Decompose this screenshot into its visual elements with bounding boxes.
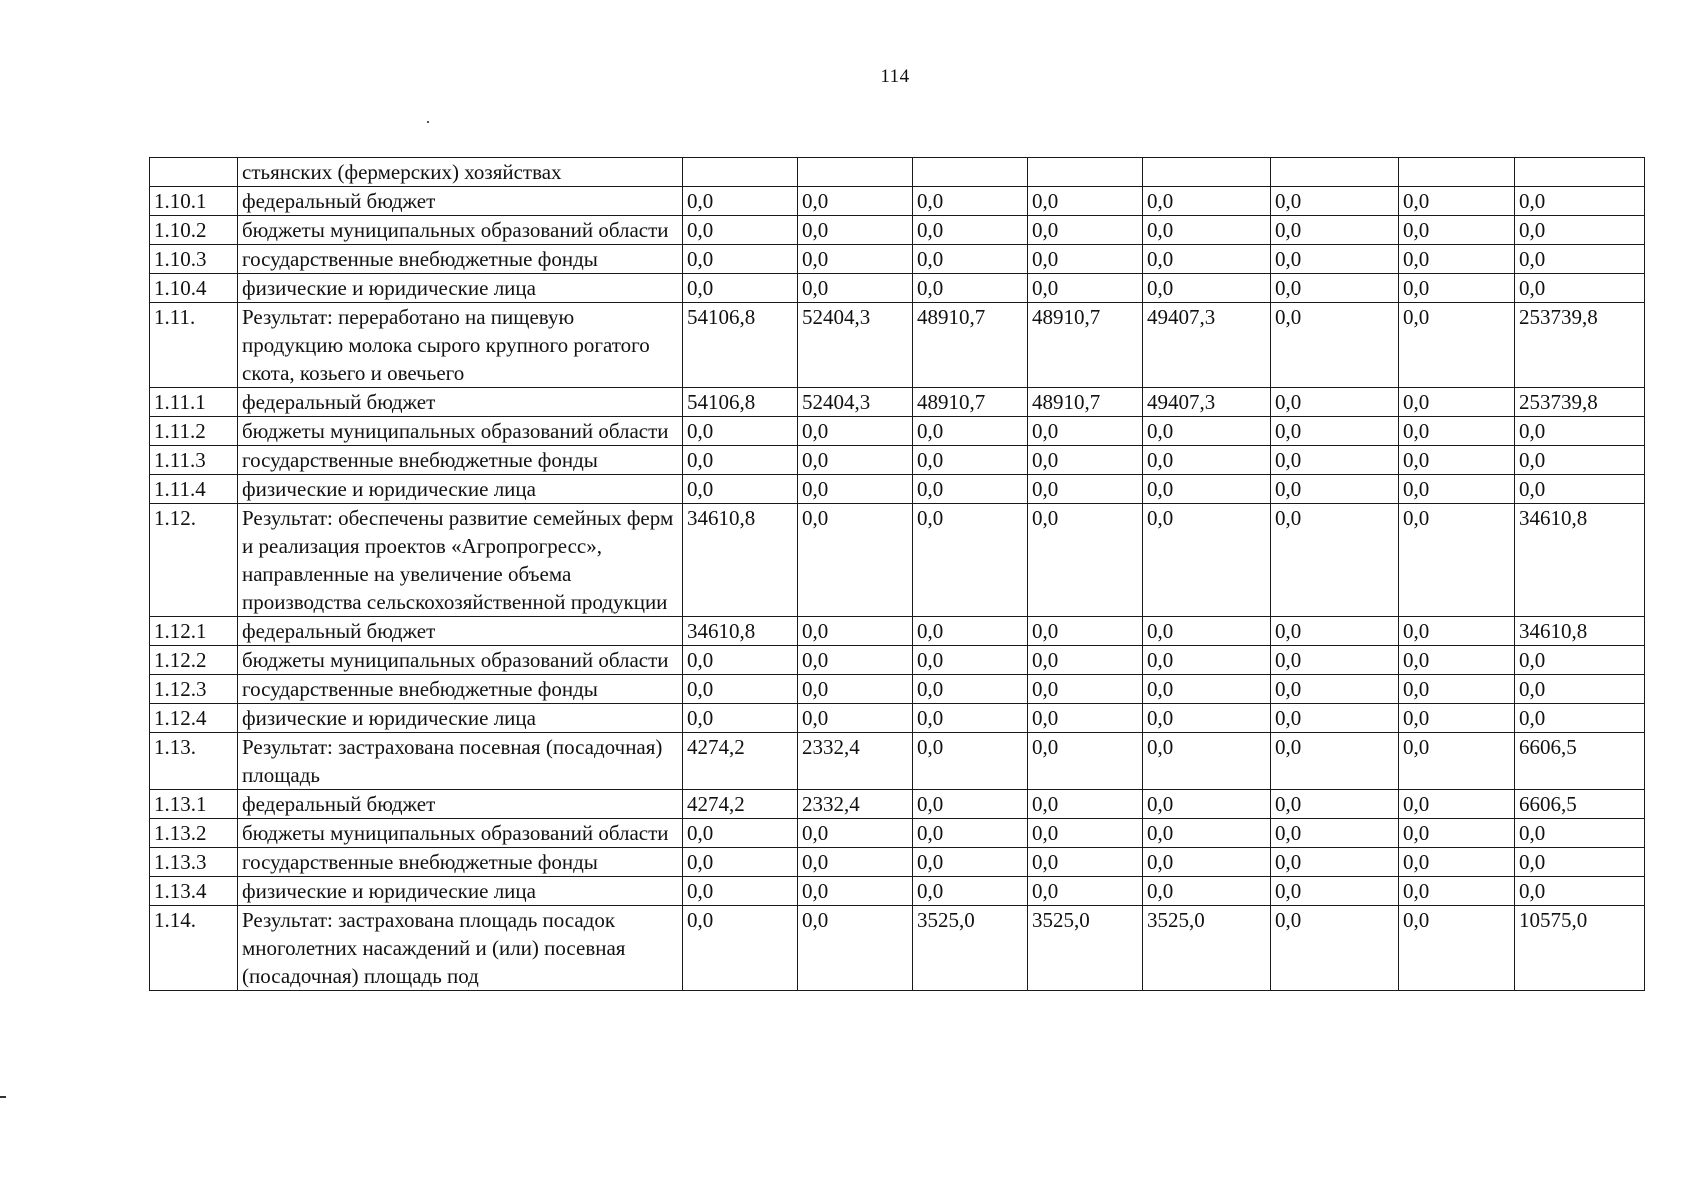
- row-value-cell: 0,0: [1028, 617, 1143, 646]
- row-value-cell: 0,0: [1143, 274, 1271, 303]
- scan-speck: [427, 121, 429, 123]
- row-value-cell: 0,0: [1143, 675, 1271, 704]
- row-value-cell: 0,0: [1515, 216, 1645, 245]
- row-value-cell: 0,0: [1271, 187, 1399, 216]
- row-value-cell: 48910,7: [1028, 388, 1143, 417]
- row-value-cell: 0,0: [1143, 446, 1271, 475]
- row-value-cell: 0,0: [1399, 704, 1515, 733]
- row-value-cell: 0,0: [1028, 819, 1143, 848]
- row-code-cell: 1.13.1: [150, 790, 238, 819]
- row-value-cell: 0,0: [1028, 733, 1143, 790]
- row-value-cell: 0,0: [1271, 245, 1399, 274]
- row-value-cell: 0,0: [1028, 504, 1143, 617]
- row-value-cell: 0,0: [683, 475, 798, 504]
- row-value-cell: 4274,2: [683, 790, 798, 819]
- page-number: 114: [880, 66, 910, 87]
- row-value-cell: 0,0: [683, 245, 798, 274]
- row-description-cell: государственные внебюджетные фонды: [238, 245, 683, 274]
- table-row: [150, 733, 1645, 790]
- row-value-cell: 0,0: [913, 733, 1028, 790]
- row-value-cell: 0,0: [798, 187, 913, 216]
- row-value-cell: [1515, 158, 1645, 187]
- row-value-cell: 0,0: [798, 646, 913, 675]
- row-value-cell: 0,0: [1143, 245, 1271, 274]
- table-row: [150, 475, 1645, 504]
- table-row: [150, 704, 1645, 733]
- row-value-cell: 0,0: [1515, 274, 1645, 303]
- row-description-cell: федеральный бюджет: [238, 187, 683, 216]
- row-value-cell: 0,0: [1515, 646, 1645, 675]
- row-value-cell: 0,0: [1515, 819, 1645, 848]
- row-value-cell: 0,0: [1271, 877, 1399, 906]
- row-value-cell: 0,0: [1143, 617, 1271, 646]
- row-description-cell: федеральный бюджет: [238, 617, 683, 646]
- row-value-cell: 0,0: [798, 848, 913, 877]
- row-value-cell: 0,0: [1143, 877, 1271, 906]
- row-value-cell: 0,0: [1399, 417, 1515, 446]
- row-value-cell: 0,0: [1515, 848, 1645, 877]
- row-description-cell: физические и юридические лица: [238, 704, 683, 733]
- row-value-cell: 0,0: [1271, 704, 1399, 733]
- row-value-cell: 54106,8: [683, 388, 798, 417]
- row-value-cell: 0,0: [1515, 877, 1645, 906]
- row-code-cell: 1.11.2: [150, 417, 238, 446]
- row-value-cell: 0,0: [913, 675, 1028, 704]
- row-value-cell: 0,0: [1399, 877, 1515, 906]
- row-code-cell: 1.12.: [150, 504, 238, 617]
- row-value-cell: 3525,0: [913, 906, 1028, 991]
- row-value-cell: 0,0: [1399, 790, 1515, 819]
- row-value-cell: 0,0: [1399, 245, 1515, 274]
- row-value-cell: 0,0: [798, 446, 913, 475]
- row-value-cell: 0,0: [1028, 675, 1143, 704]
- row-value-cell: [1028, 158, 1143, 187]
- row-value-cell: 0,0: [1028, 646, 1143, 675]
- row-value-cell: [683, 158, 798, 187]
- row-value-cell: 0,0: [913, 274, 1028, 303]
- row-value-cell: 0,0: [913, 646, 1028, 675]
- row-value-cell: 52404,3: [798, 388, 913, 417]
- table-row: [150, 245, 1645, 274]
- row-description-cell: Результат: переработано на пищевую продукцию молока сырого крупного рогатого скота, козьего и овечьего: [238, 303, 683, 388]
- row-value-cell: 0,0: [683, 675, 798, 704]
- row-code-cell: 1.11.3: [150, 446, 238, 475]
- table-body: [150, 158, 1645, 991]
- row-value-cell: 0,0: [1271, 216, 1399, 245]
- row-value-cell: 0,0: [683, 704, 798, 733]
- row-value-cell: 0,0: [1271, 417, 1399, 446]
- row-code-cell: 1.11.4: [150, 475, 238, 504]
- row-value-cell: 3525,0: [1028, 906, 1143, 991]
- row-value-cell: 0,0: [1399, 733, 1515, 790]
- row-value-cell: [798, 158, 913, 187]
- row-value-cell: 49407,3: [1143, 303, 1271, 388]
- row-value-cell: 0,0: [683, 417, 798, 446]
- row-value-cell: 0,0: [1271, 504, 1399, 617]
- row-value-cell: 0,0: [1271, 848, 1399, 877]
- row-value-cell: 0,0: [1028, 790, 1143, 819]
- table-row: [150, 504, 1645, 617]
- row-value-cell: 0,0: [683, 274, 798, 303]
- row-description-cell: Результат: застрахована площадь посадок многолетних насаждений и (или) посевная (посадочная) площадь под: [238, 906, 683, 991]
- row-value-cell: 0,0: [1028, 245, 1143, 274]
- row-value-cell: 4274,2: [683, 733, 798, 790]
- row-value-cell: 0,0: [1143, 216, 1271, 245]
- row-value-cell: 0,0: [1515, 417, 1645, 446]
- row-code-cell: 1.12.3: [150, 675, 238, 704]
- table-row: [150, 388, 1645, 417]
- row-value-cell: 48910,7: [913, 303, 1028, 388]
- table-row: [150, 617, 1645, 646]
- row-description-cell: физические и юридические лица: [238, 877, 683, 906]
- table-row: [150, 906, 1645, 991]
- row-value-cell: 0,0: [913, 475, 1028, 504]
- row-value-cell: 3525,0: [1143, 906, 1271, 991]
- row-description-cell: бюджеты муниципальных образований области: [238, 216, 683, 245]
- table-row: [150, 819, 1645, 848]
- row-value-cell: 0,0: [1399, 906, 1515, 991]
- row-value-cell: 0,0: [913, 417, 1028, 446]
- row-value-cell: 0,0: [1271, 475, 1399, 504]
- row-description-cell: бюджеты муниципальных образований области: [238, 417, 683, 446]
- table-row: [150, 877, 1645, 906]
- row-value-cell: 6606,5: [1515, 790, 1645, 819]
- row-value-cell: 0,0: [1028, 216, 1143, 245]
- row-value-cell: 0,0: [683, 848, 798, 877]
- row-value-cell: [1399, 158, 1515, 187]
- row-value-cell: 253739,8: [1515, 303, 1645, 388]
- row-description-cell: бюджеты муниципальных образований области: [238, 646, 683, 675]
- row-value-cell: 0,0: [1515, 675, 1645, 704]
- row-code-cell: 1.13.4: [150, 877, 238, 906]
- row-value-cell: 0,0: [913, 877, 1028, 906]
- row-code-cell: 1.13.: [150, 733, 238, 790]
- row-value-cell: 0,0: [683, 877, 798, 906]
- row-value-cell: 52404,3: [798, 303, 913, 388]
- table-row: [150, 646, 1645, 675]
- row-value-cell: 34610,8: [1515, 504, 1645, 617]
- row-value-cell: 0,0: [1271, 617, 1399, 646]
- row-value-cell: 2332,4: [798, 790, 913, 819]
- row-value-cell: 0,0: [1271, 733, 1399, 790]
- row-value-cell: 0,0: [1399, 388, 1515, 417]
- row-value-cell: [1271, 158, 1399, 187]
- row-value-cell: 0,0: [1399, 274, 1515, 303]
- row-value-cell: 0,0: [683, 187, 798, 216]
- row-value-cell: 0,0: [798, 906, 913, 991]
- row-value-cell: 0,0: [1143, 417, 1271, 446]
- row-value-cell: 0,0: [1515, 475, 1645, 504]
- row-value-cell: 0,0: [1515, 187, 1645, 216]
- row-value-cell: 0,0: [1271, 790, 1399, 819]
- row-value-cell: 0,0: [1399, 504, 1515, 617]
- row-value-cell: 0,0: [913, 704, 1028, 733]
- table-row: [150, 790, 1645, 819]
- row-value-cell: 0,0: [798, 704, 913, 733]
- row-code-cell: 1.10.4: [150, 274, 238, 303]
- row-value-cell: 0,0: [683, 446, 798, 475]
- row-value-cell: 0,0: [1028, 704, 1143, 733]
- row-description-cell: государственные внебюджетные фонды: [238, 848, 683, 877]
- row-value-cell: 10575,0: [1515, 906, 1645, 991]
- row-code-cell: 1.11.1: [150, 388, 238, 417]
- row-value-cell: 0,0: [1399, 617, 1515, 646]
- row-value-cell: 0,0: [1271, 906, 1399, 991]
- row-code-cell: 1.12.1: [150, 617, 238, 646]
- row-value-cell: 0,0: [913, 187, 1028, 216]
- row-value-cell: 0,0: [1271, 446, 1399, 475]
- row-value-cell: 0,0: [1399, 446, 1515, 475]
- row-value-cell: 0,0: [913, 790, 1028, 819]
- row-code-cell: [150, 158, 238, 187]
- table-row: [150, 303, 1645, 388]
- row-value-cell: 48910,7: [1028, 303, 1143, 388]
- row-value-cell: 0,0: [1143, 733, 1271, 790]
- row-value-cell: 34610,8: [683, 504, 798, 617]
- row-value-cell: 0,0: [1515, 446, 1645, 475]
- row-value-cell: 0,0: [913, 617, 1028, 646]
- row-value-cell: 0,0: [1143, 504, 1271, 617]
- row-value-cell: 0,0: [798, 504, 913, 617]
- row-value-cell: 0,0: [683, 646, 798, 675]
- row-description-cell: государственные внебюджетные фонды: [238, 675, 683, 704]
- row-value-cell: 0,0: [1399, 848, 1515, 877]
- budget-table: [149, 157, 1645, 991]
- row-value-cell: 0,0: [913, 216, 1028, 245]
- row-value-cell: 0,0: [1399, 475, 1515, 504]
- row-code-cell: 1.13.3: [150, 848, 238, 877]
- row-value-cell: 0,0: [1399, 187, 1515, 216]
- row-value-cell: 34610,8: [683, 617, 798, 646]
- row-value-cell: 0,0: [1143, 187, 1271, 216]
- table-row: [150, 216, 1645, 245]
- row-description-cell: физические и юридические лица: [238, 475, 683, 504]
- row-value-cell: 0,0: [1143, 848, 1271, 877]
- row-value-cell: [1143, 158, 1271, 187]
- table-row: [150, 848, 1645, 877]
- row-value-cell: 0,0: [1028, 446, 1143, 475]
- row-description-cell: федеральный бюджет: [238, 388, 683, 417]
- scan-edge-mark: [0, 1096, 6, 1098]
- row-value-cell: 0,0: [1399, 646, 1515, 675]
- row-description-cell: Результат: застрахована посевная (посадочная) площадь: [238, 733, 683, 790]
- row-value-cell: 0,0: [1028, 274, 1143, 303]
- row-value-cell: 0,0: [1143, 475, 1271, 504]
- row-value-cell: 0,0: [798, 417, 913, 446]
- row-code-cell: 1.10.2: [150, 216, 238, 245]
- row-value-cell: 0,0: [798, 877, 913, 906]
- row-description-cell: федеральный бюджет: [238, 790, 683, 819]
- row-value-cell: 0,0: [1143, 646, 1271, 675]
- row-code-cell: 1.12.4: [150, 704, 238, 733]
- table-row: [150, 274, 1645, 303]
- row-value-cell: 0,0: [798, 675, 913, 704]
- row-value-cell: 0,0: [1271, 303, 1399, 388]
- row-value-cell: 0,0: [798, 617, 913, 646]
- row-value-cell: 34610,8: [1515, 617, 1645, 646]
- row-value-cell: 0,0: [1143, 704, 1271, 733]
- table-row: [150, 675, 1645, 704]
- row-value-cell: [913, 158, 1028, 187]
- table-row: [150, 187, 1645, 216]
- table-row: [150, 158, 1645, 187]
- row-value-cell: 0,0: [798, 274, 913, 303]
- row-value-cell: 0,0: [1028, 417, 1143, 446]
- row-code-cell: 1.14.: [150, 906, 238, 991]
- row-value-cell: 0,0: [1399, 216, 1515, 245]
- row-value-cell: 0,0: [1399, 303, 1515, 388]
- row-description-cell: физические и юридические лица: [238, 274, 683, 303]
- row-value-cell: 0,0: [1271, 675, 1399, 704]
- row-code-cell: 1.11.: [150, 303, 238, 388]
- row-value-cell: 2332,4: [798, 733, 913, 790]
- row-value-cell: 0,0: [1399, 675, 1515, 704]
- row-value-cell: 0,0: [1515, 245, 1645, 274]
- row-value-cell: 54106,8: [683, 303, 798, 388]
- row-value-cell: 0,0: [683, 906, 798, 991]
- row-value-cell: 0,0: [1028, 187, 1143, 216]
- row-description-cell: стьянских (фермерских) хозяйствах: [238, 158, 683, 187]
- row-value-cell: 0,0: [913, 848, 1028, 877]
- row-value-cell: 0,0: [683, 216, 798, 245]
- table-row: [150, 417, 1645, 446]
- row-code-cell: 1.13.2: [150, 819, 238, 848]
- row-value-cell: 0,0: [1399, 819, 1515, 848]
- row-value-cell: 49407,3: [1143, 388, 1271, 417]
- row-value-cell: 0,0: [913, 245, 1028, 274]
- row-code-cell: 1.10.3: [150, 245, 238, 274]
- row-value-cell: 0,0: [1515, 704, 1645, 733]
- row-description-cell: государственные внебюджетные фонды: [238, 446, 683, 475]
- row-value-cell: 0,0: [913, 446, 1028, 475]
- row-value-cell: 0,0: [1028, 848, 1143, 877]
- row-code-cell: 1.10.1: [150, 187, 238, 216]
- row-value-cell: 253739,8: [1515, 388, 1645, 417]
- row-value-cell: 0,0: [1028, 877, 1143, 906]
- row-value-cell: 0,0: [913, 819, 1028, 848]
- row-value-cell: 0,0: [1271, 388, 1399, 417]
- row-value-cell: 0,0: [913, 504, 1028, 617]
- row-value-cell: 0,0: [1028, 475, 1143, 504]
- row-value-cell: 0,0: [798, 216, 913, 245]
- row-value-cell: 0,0: [798, 245, 913, 274]
- row-value-cell: 0,0: [1271, 646, 1399, 675]
- row-value-cell: 0,0: [683, 819, 798, 848]
- row-value-cell: 48910,7: [913, 388, 1028, 417]
- row-value-cell: 6606,5: [1515, 733, 1645, 790]
- row-value-cell: 0,0: [1271, 274, 1399, 303]
- row-value-cell: 0,0: [798, 819, 913, 848]
- row-value-cell: 0,0: [798, 475, 913, 504]
- row-value-cell: 0,0: [1143, 819, 1271, 848]
- row-description-cell: Результат: обеспечены развитие семейных ферм и реализация проектов «Агропрогресс», направленные на увеличение объема производства сельскохозяйственной продукции: [238, 504, 683, 617]
- table-row: [150, 446, 1645, 475]
- row-value-cell: 0,0: [1271, 819, 1399, 848]
- row-code-cell: 1.12.2: [150, 646, 238, 675]
- row-value-cell: 0,0: [1143, 790, 1271, 819]
- row-description-cell: бюджеты муниципальных образований области: [238, 819, 683, 848]
